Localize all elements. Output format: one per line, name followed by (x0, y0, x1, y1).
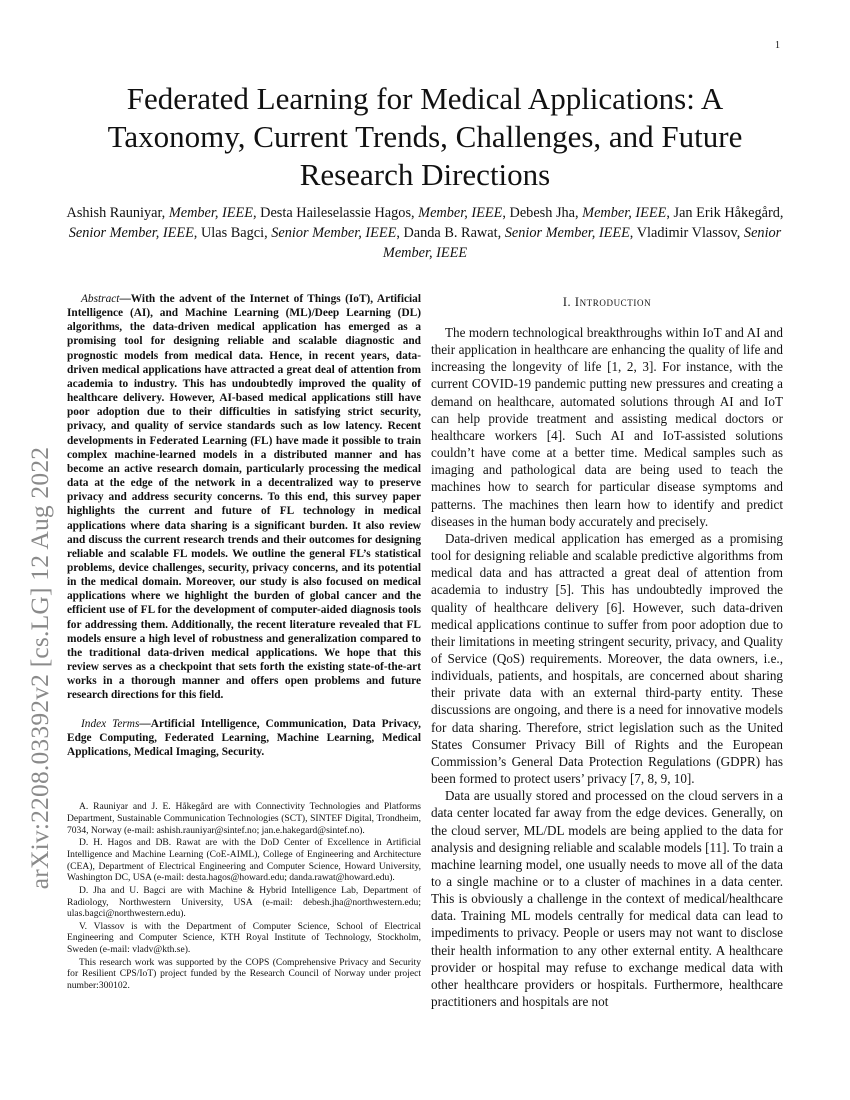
author-name: Desta Haileselassie Hagos (260, 205, 412, 221)
index-terms (67, 717, 421, 760)
footnote: D. H. Hagos and DB. Rawat are with the DoD Center of Excellence in Artificial Intelligence and Machine Learning (CoE-AIML), College of Engineering and Architecture (CEA), Department of Electrical Engineering and Computer Science, Howard University, Washington DC, USA (e-mail: desta.hagos@howard.edu; danda.rawat@howard.edu). (67, 837, 421, 884)
author-role: Senior Member, IEEE (271, 225, 397, 241)
body-paragraph: Data-driven medical application has emerged as a promising tool for designing reliable and scalable predictive algorithms from medical data and has attracted a great deal of attention from academia to industry [5]. This has undoubtedly improved the quality of healthcare delivery [6]. However, such data-driven medical applications continue to suffer from poor adoption due to their limitations in meeting stringent security, privacy, and Quality of Service (QoS) requirements. Moreover, the data owners, i.e., individuals, patients, and hospitals, are concerned about sharing their private data with an external third-party entity. These discussions are ongoing, and there is a need for innovative models for data sharing. Therefore, strict legislation such as the United States Consumer Privacy Bill of Rights and the European Commission’s General Data Protection Regulations (GDPR) has been formed to protect users’ privacy [7, 8, 9, 10]. (431, 530, 783, 787)
author-role: Senior Member, IEEE (382, 225, 782, 261)
author-name: Debesh Jha (509, 205, 576, 221)
author-role: Member, IEEE (168, 205, 253, 221)
author-name: Ulas Bagci (200, 225, 265, 241)
section-title: Introduction (574, 295, 652, 309)
author-name: Jan Erik Håkegård (673, 205, 780, 221)
footnote: A. Rauniyar and J. E. Håkegård are with Connectivity Technologies and Platforms Department, Sustainable Communication Technologies (SCT), SINTEF Digital, Trondheim, 7034, Norway (e-mail: ashish.rauniyar@sintef.no; jan.e.hakegard@sintef.no). (67, 801, 421, 836)
right-column (431, 292, 783, 1010)
body-paragraph: Data are usually stored and processed on the cloud servers in a data center located far away from the edge devices. Generally, on the cloud server, ML/DL models are being applied to the data for analysis and designing reliable and scalable models [11]. To train a machine learning model, one usually needs to move all of the data to a single machine or to a cluster of machines in a data center. This is obviously a challenge in the context of medical/healthcare data. Training ML models centrally for medical data can lead to impediments to privacy. People or users may not want to disclose their health information to any other external entity. A healthcare provider or hospital may refuse to exchange medical data with other healthcare providers or hospitals. Furthermore, healthcare practitioners and hospitals are not (431, 788, 783, 1010)
page-number: 1 (775, 40, 780, 51)
section-heading (431, 295, 783, 310)
author-name: Danda B. Rawat (403, 225, 498, 241)
author-role: Member, IEEE (418, 205, 503, 221)
abstract-label: Abstract (81, 293, 120, 305)
abstract (67, 292, 421, 703)
body-paragraph: The modern technological breakthroughs within IoT and AI and their application in healthcare are enhancing the quality of life and increasing the longevity of life [1, 2, 3]. For instance, with the current COVID-19 pandemic putting new pressures and creating a demand on healthcare, automated solutions through AI and IoT can help provide treatment and assisting medical doctors or healthcare workers [4]. Such AI and IoT-assisted solutions couldn’t have come at a better time. Medical samples such as imaging and pathological data are being used to teach the machines how to search for particular disease symptoms and patterns. The machines then learn how to identify and predict diseases in the human body accurately and precisely. (431, 325, 783, 529)
footnote: This research work was supported by the COPS (Comprehensive Privacy and Security for Resilient CPS/IoT) project funded by the Research Council of Norway under project number:300102. (67, 956, 421, 992)
footnote: D. Jha and U. Bagci are with Machine & Hybrid Intelligence Lab, Department of Radiology, Northwestern University, USA (e-mail: debesh.jha@northwestern.edu; ulas.bagci@northwestern.edu). (67, 884, 421, 920)
left-column (67, 292, 421, 992)
author-name: Vladimir Vlassov (636, 225, 737, 241)
author-list: Ashish Rauniyar, Member, IEEE, Desta Haileselassie Hagos, Member, IEEE, Debesh Jha, Member, IEEE, Jan Erik Håkegård, Senior Member, IEEE, Ulas Bagci, Senior Member, IEEE, Danda B. Rawat, Senior Member, IEEE, Vladimir Vlassov, Senior Member, IEEE (66, 205, 784, 261)
author-role: Senior Member, IEEE (504, 225, 630, 241)
paper-title: Federated Learning for Medical Applications: A Taxonomy, Current Trends, Challenges, and Future Research Directions (107, 81, 743, 192)
section-body (431, 324, 783, 1010)
index-terms-label: Index Terms (81, 717, 140, 730)
section-number: I. (562, 295, 572, 309)
abstract-text: —With the advent of the Internet of Things (IoT), Artificial Intelligence (AI), and Machine Learning (ML)/Deep Learning (DL) algorithms, the data-driven medical application has emerged as a promising tool for designing reliable and scalable diagnostic and prognostic models from medical data. Hence, in recent years, data-driven medical applications have attracted a great deal of attention from academia to industry. This has undoubtedly improved the quality of healthcare delivery. However, AI-based medical applications still have poor adoption due to their difficulties in satisfying strict security, privacy, and quality of service standards such as low latency. Recent developments in Federated Learning (FL) have made it possible to train complex machine-learned models in a distributed manner and has become an active research domain, particularly processing the medical data at the edge of the network in a decentralized way to preserve privacy and address security concerns. To this end, this survey paper highlights the current and future of FL technology in medical applications where data sharing is a significant burden. It also review and discuss the current research trends and their outcomes for designing reliable and scalable FL models. We outline the general FL’s statistical problems, device challenges, security, privacy concerns, and its potential in the medical domain. Moreover, our study is also focused on medical applications where we highlight the burden of global cancer and the efficient use of FL for the development of computer-aided diagnosis tools for addressing them. Additionally, the recent literature revealed that FL models ensure a high level of robustness and generalization compared to the traditional data-driven medical applications. We hope that this review serves as a checkpoint that sets forth the existing state-of-the-art works in a thorough manner and offers open problems and future research directions for this field. (67, 293, 421, 702)
footnote: V. Vlassov is with the Department of Computer Science, School of Electrical Engineering and Computer Science, KTH Royal Institute of Technology, Stockholm, Sweden (e-mail: vladv@kth.se). (67, 920, 421, 956)
author-name: Ashish Rauniyar (66, 205, 162, 221)
affiliation-footnotes (67, 801, 421, 992)
index-terms-text: —Artificial Intelligence, Communication, Data Privacy, Edge Computing, Federated Learning, Machine Learning, Medical Applications, Medical Imaging, Security. (67, 717, 421, 758)
arxiv-stamp-text: arXiv:2208.03392v2 [cs.LG] 12 Aug 2022 (25, 446, 54, 890)
author-role: Member, IEEE (582, 205, 667, 221)
author-role: Senior Member, IEEE (68, 225, 194, 241)
